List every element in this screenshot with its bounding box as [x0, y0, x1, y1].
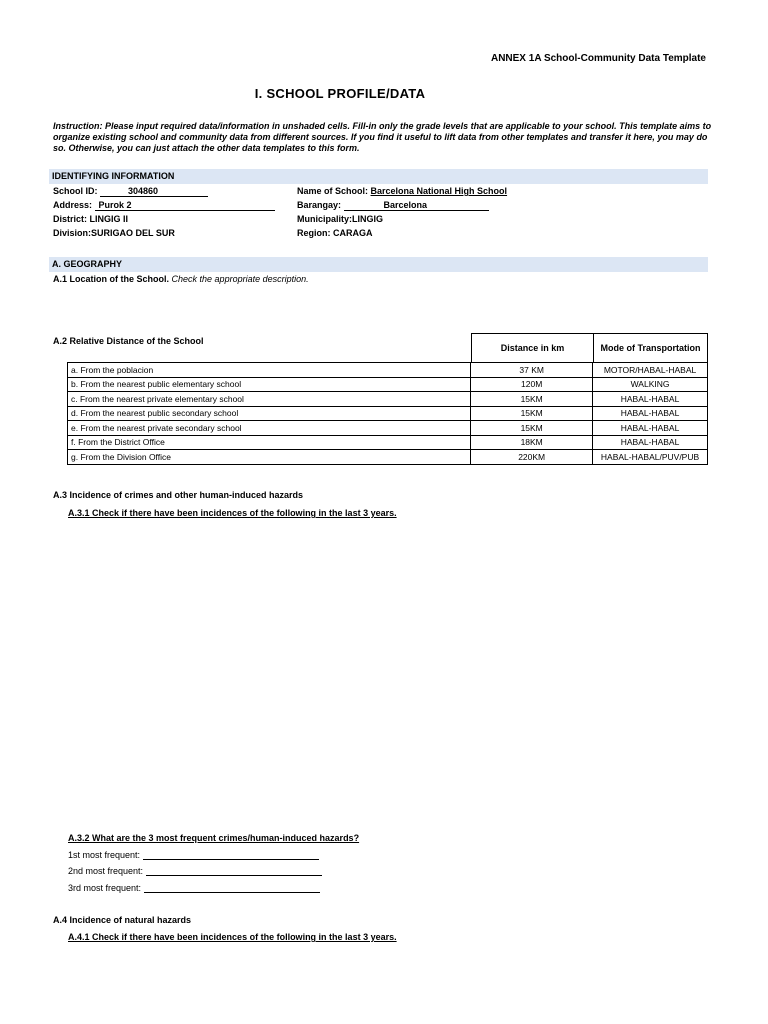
distance-value-cell[interactable]: 15KM — [471, 421, 593, 436]
table-row — [68, 435, 708, 450]
third-frequent-label: 3rd most frequent: — [68, 883, 142, 893]
distance-value-cell[interactable]: 18KM — [471, 435, 593, 450]
a1-note: Check the appropriate description. — [171, 274, 309, 284]
first-frequent-field[interactable] — [143, 850, 319, 860]
mode-column-header: Mode of Transportation — [593, 333, 708, 363]
a4-title: A.4 Incidence of natural hazards — [53, 915, 192, 925]
table-row — [68, 421, 708, 436]
distance-row-label: b. From the nearest public elementary school — [68, 377, 471, 392]
district-text: District: LINGIG II — [53, 214, 129, 224]
school-name-row — [297, 186, 507, 196]
third-frequent-row — [68, 883, 320, 893]
a1-title: A.1 Location of the School. — [53, 274, 170, 284]
distance-row-label: f. From the District Office — [68, 435, 471, 450]
school-name-field[interactable]: Barcelona National High School — [370, 186, 508, 196]
a31-title: A.3.1 Check if there have been incidences of the following in the last 3 years. — [68, 508, 397, 518]
a32-title: A.3.2 What are the 3 most frequent crimes/human-induced hazards? — [68, 833, 360, 843]
first-frequent-label: 1st most frequent: — [68, 850, 141, 860]
transport-mode-cell[interactable]: HABAL-HABAL/PUV/PUB — [593, 450, 708, 465]
table-row — [68, 392, 708, 407]
distance-value-cell[interactable]: 220KM — [471, 450, 593, 465]
distance-row-label: g. From the Division Office — [68, 450, 471, 465]
instruction-text: Instruction: Please input required data/information in unshaded cells. Fill-in only the grade levels that are applicable to your school. This template aims to organize existing school and community data from different sources. If you find it useful to lift data from other templates and transfer it here, you may do so. Otherwise, you can just attach the other data templates to this form. — [53, 121, 712, 153]
address-row — [53, 200, 275, 211]
barangay-row — [297, 200, 489, 211]
page-title: I. SCHOOL PROFILE/DATA — [254, 86, 426, 101]
distance-value-cell[interactable]: 15KM — [471, 406, 593, 421]
first-frequent-row — [68, 850, 319, 860]
school-name-label: Name of School: — [297, 186, 369, 196]
transport-mode-cell[interactable]: HABAL-HABAL — [593, 392, 708, 407]
region-text: Region: CARAGA — [297, 228, 373, 238]
distance-table — [67, 362, 708, 465]
transport-mode-cell[interactable]: WALKING — [593, 377, 708, 392]
distance-row-label: a. From the poblacion — [68, 363, 471, 378]
second-frequent-row — [68, 866, 322, 876]
a2-title: A.2 Relative Distance of the School — [53, 336, 204, 346]
a41-title: A.4.1 Check if there have been incidences of the following in the last 3 years. — [68, 932, 397, 942]
address-label: Address: — [53, 200, 93, 210]
a3-title: A.3 Incidence of crimes and other human-induced hazards — [53, 490, 304, 500]
table-row — [68, 406, 708, 421]
barangay-label: Barangay: — [297, 200, 342, 210]
transport-mode-cell[interactable]: HABAL-HABAL — [593, 421, 708, 436]
school-id-label: School ID: — [53, 186, 98, 196]
geography-header: A. GEOGRAPHY — [49, 257, 708, 272]
distance-value-cell[interactable]: 15KM — [471, 392, 593, 407]
table-row — [68, 377, 708, 392]
transport-mode-cell[interactable]: MOTOR/HABAL-HABAL — [593, 363, 708, 378]
distance-column-header: Distance in km — [471, 333, 594, 363]
distance-row-label: e. From the nearest private secondary school — [68, 421, 471, 436]
division-text: Division:SURIGAO DEL SUR — [53, 228, 175, 238]
barangay-field[interactable]: Barcelona — [344, 200, 489, 211]
address-field[interactable]: Purok 2 — [95, 200, 275, 211]
identifying-info-header: IDENTIFYING INFORMATION — [49, 169, 708, 184]
distance-value-cell[interactable]: 37 KM — [471, 363, 593, 378]
transport-mode-cell[interactable]: HABAL-HABAL — [593, 435, 708, 450]
table-row — [68, 450, 708, 465]
distance-row-label: d. From the nearest public secondary school — [68, 406, 471, 421]
municipality-text: Municipality:LINGIG — [297, 214, 384, 224]
distance-row-label: c. From the nearest private elementary school — [68, 392, 471, 407]
table-row — [68, 363, 708, 378]
school-id-field[interactable]: 304860 — [100, 186, 208, 197]
annex-label: ANNEX 1A School-Community Data Template — [490, 53, 706, 64]
third-frequent-field[interactable] — [144, 883, 320, 893]
second-frequent-field[interactable] — [146, 866, 322, 876]
school-id-row — [53, 186, 208, 197]
a1-row — [53, 274, 309, 284]
transport-mode-cell[interactable]: HABAL-HABAL — [593, 406, 708, 421]
second-frequent-label: 2nd most frequent: — [68, 866, 144, 876]
distance-value-cell[interactable]: 120M — [471, 377, 593, 392]
